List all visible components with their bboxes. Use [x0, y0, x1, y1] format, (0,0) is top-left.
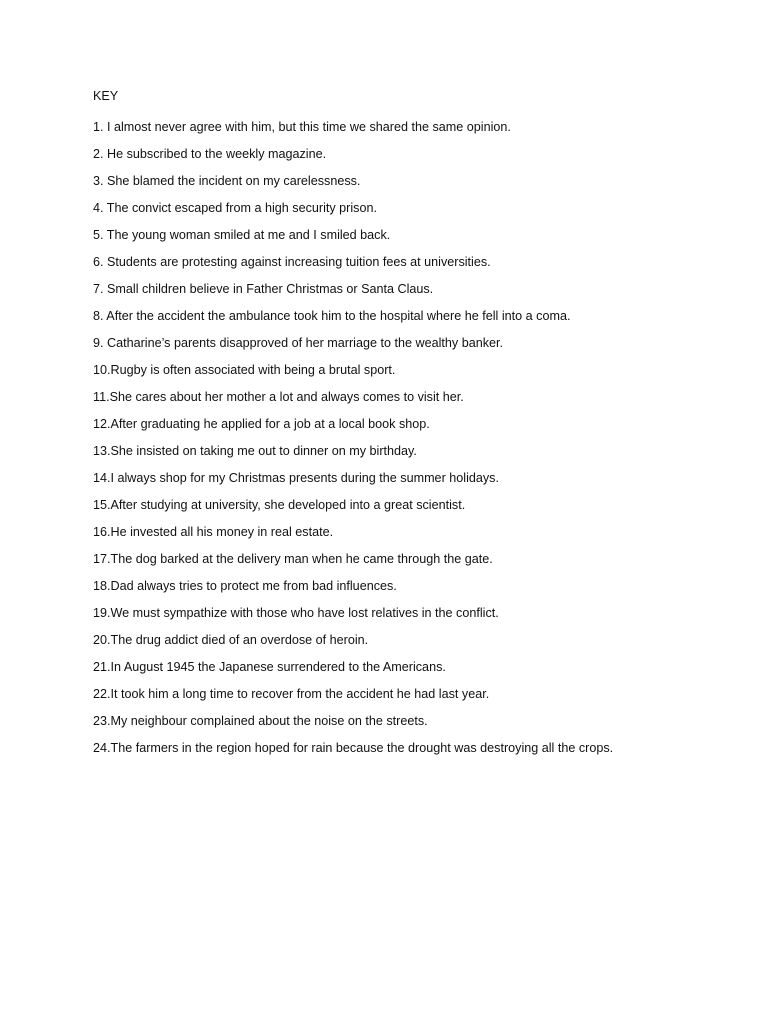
list-item: 1. I almost never agree with him, but this time we shared the same opinion.: [93, 120, 511, 134]
list-item: 14.I always shop for my Christmas presents during the summer holidays.: [93, 471, 499, 485]
list-item: 8. After the accident the ambulance took him to the hospital where he fell into a coma.: [93, 309, 571, 323]
list-item: 12.After graduating he applied for a job at a local book shop.: [93, 417, 430, 431]
document-heading: KEY: [93, 89, 119, 103]
list-item: 10.Rugby is often associated with being a brutal sport.: [93, 363, 396, 377]
list-item: 2. He subscribed to the weekly magazine.: [93, 147, 327, 161]
list-item: 6. Students are protesting against increasing tuition fees at universities.: [93, 255, 491, 269]
list-item: 19.We must sympathize with those who have lost relatives in the conflict.: [93, 606, 499, 620]
list-item: 23.My neighbour complained about the noise on the streets.: [93, 714, 428, 728]
list-item: 7. Small children believe in Father Christmas or Santa Claus.: [93, 282, 434, 296]
list-item: 9. Catharine’s parents disapproved of her marriage to the wealthy banker.: [93, 336, 504, 350]
list-item: 20.The drug addict died of an overdose of heroin.: [93, 633, 369, 647]
list-item: 22.It took him a long time to recover from the accident he had last year.: [93, 687, 490, 701]
list-item: 5. The young woman smiled at me and I smiled back.: [93, 228, 391, 242]
document-page: [93, 87, 653, 762]
list-item: 15.After studying at university, she developed into a great scientist.: [93, 498, 466, 512]
list-item: 21.In August 1945 the Japanese surrendered to the Americans.: [93, 660, 446, 674]
answer-key-list: [93, 114, 653, 762]
list-item: 4. The convict escaped from a high security prison.: [93, 201, 377, 215]
list-item: 17.The dog barked at the delivery man when he came through the gate.: [93, 552, 493, 566]
list-item: 18.Dad always tries to protect me from bad influences.: [93, 579, 397, 593]
list-item: 13.She insisted on taking me out to dinner on my birthday.: [93, 444, 417, 458]
list-item: 11.She cares about her mother a lot and always comes to visit her.: [93, 390, 464, 404]
list-item: 3. She blamed the incident on my carelessness.: [93, 174, 361, 188]
list-item: 24.The farmers in the region hoped for rain because the drought was destroying all the crops.: [93, 741, 614, 755]
list-item: 16.He invested all his money in real estate.: [93, 525, 334, 539]
